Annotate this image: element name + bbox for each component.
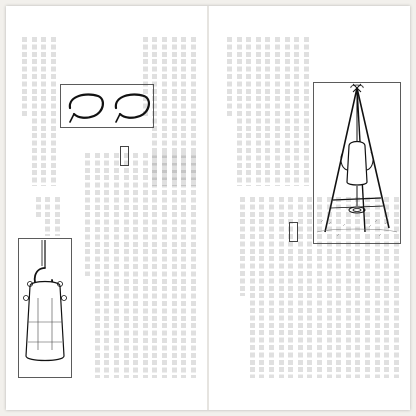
text-column	[39, 36, 49, 186]
text-column	[179, 152, 189, 378]
text-column	[48, 36, 58, 186]
text-column	[267, 196, 277, 378]
text-column	[382, 196, 392, 378]
text-column	[83, 152, 93, 378]
text-column	[33, 196, 43, 236]
text-column	[20, 36, 30, 186]
text-column	[238, 196, 248, 378]
text-column	[292, 36, 302, 186]
left-page-folio	[18, 396, 30, 402]
right-page-running-head	[215, 396, 245, 402]
text-column	[263, 36, 273, 186]
text-column	[121, 152, 131, 378]
bell-with-hook-drawing	[18, 238, 72, 378]
figure-crescent-rings	[60, 84, 154, 128]
text-column	[52, 196, 62, 236]
right-page-folio	[381, 396, 393, 402]
text-column	[253, 36, 263, 186]
text-column	[234, 36, 244, 186]
left-page-text-upper-left	[18, 36, 58, 186]
left-page-text-lower-left	[18, 196, 62, 236]
text-column	[92, 152, 102, 378]
text-column	[131, 152, 141, 378]
text-column	[334, 196, 344, 378]
text-column	[353, 196, 363, 378]
text-column	[102, 152, 112, 378]
text-column	[112, 152, 122, 378]
text-column	[188, 152, 198, 378]
left-page-text-middle	[66, 152, 198, 378]
text-column	[324, 196, 334, 378]
left-page	[6, 6, 207, 410]
left-page-running-head	[156, 396, 186, 402]
text-column	[295, 196, 305, 378]
text-column	[391, 196, 401, 378]
text-column	[305, 196, 315, 378]
text-column	[315, 196, 325, 378]
text-column	[29, 36, 39, 186]
right-page-text-lower	[215, 196, 401, 378]
text-column	[248, 196, 258, 378]
text-column	[257, 196, 267, 378]
crescent-rings-drawing	[60, 84, 154, 128]
text-column	[43, 196, 53, 236]
text-column	[160, 152, 170, 378]
text-column	[363, 196, 373, 378]
text-column	[225, 36, 235, 186]
text-column	[244, 36, 254, 186]
text-column	[286, 196, 296, 378]
text-column	[282, 36, 292, 186]
text-column	[276, 196, 286, 378]
right-page-text-upper	[215, 36, 311, 186]
text-column	[169, 152, 179, 378]
text-column	[301, 36, 311, 186]
right-page	[209, 6, 410, 410]
figure-bell-with-hook	[18, 238, 72, 378]
text-column	[372, 196, 382, 378]
text-column	[150, 152, 160, 378]
text-column	[273, 36, 283, 186]
book-spread	[6, 6, 410, 410]
text-column	[140, 152, 150, 378]
text-column	[343, 196, 353, 378]
